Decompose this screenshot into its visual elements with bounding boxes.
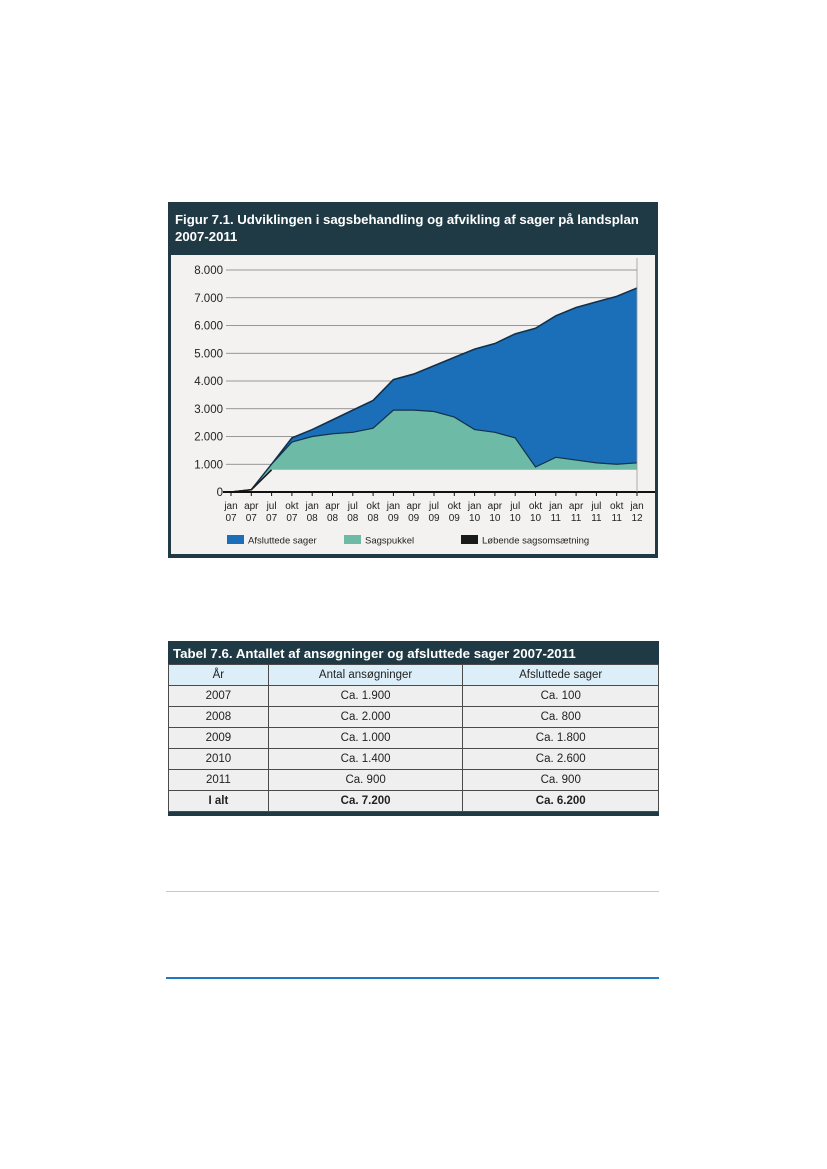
table-row <box>169 707 659 728</box>
y-tick-label: 0 <box>216 487 223 499</box>
table-row <box>169 770 659 791</box>
y-tick-label: 7.000 <box>194 292 223 305</box>
header-year: År <box>169 665 269 686</box>
x-tick-label: jan <box>467 501 482 512</box>
cell-total-label: I alt <box>169 791 269 812</box>
cell-applications: Ca. 1.400 <box>268 749 463 770</box>
x-tick-label: 07 <box>225 513 237 524</box>
y-tick-label: 8.000 <box>194 265 223 277</box>
data-table <box>168 664 659 812</box>
legend-label: Sagspukkel <box>365 535 415 547</box>
x-tick-label: okt <box>610 501 624 512</box>
x-tick-label: 09 <box>408 513 420 524</box>
table-title: Tabel 7.6. Antallet af ansøgninger og afsluttede sager 2007-2011 <box>168 641 659 664</box>
series-area-lobende-sagsomsaetning <box>231 470 637 492</box>
x-tick-label: apr <box>244 501 259 512</box>
x-tick-label: jan <box>224 501 238 512</box>
cell-applications: Ca. 1.000 <box>268 728 463 749</box>
table-panel <box>168 641 659 816</box>
footer-rule <box>166 977 659 979</box>
cell-applications: Ca. 900 <box>268 770 463 791</box>
cell-closed-cases: Ca. 900 <box>463 770 659 791</box>
cell-closed-cases: Ca. 100 <box>463 686 659 707</box>
y-tick-label: 6.000 <box>194 320 223 333</box>
cell-applications: Ca. 2.000 <box>268 707 463 728</box>
x-tick-label: jul <box>266 501 277 512</box>
x-tick-label: jan <box>305 501 319 512</box>
legend-swatch <box>227 535 244 544</box>
x-tick-label: 10 <box>469 513 481 524</box>
x-tick-label: jan <box>549 501 563 512</box>
x-tick-label: apr <box>568 501 584 512</box>
y-tick-label: 3.000 <box>194 403 223 416</box>
x-tick-label: 08 <box>367 513 379 524</box>
cell-closed-cases: Ca. 1.800 <box>463 728 659 749</box>
x-tick-label: 08 <box>306 513 318 524</box>
x-tick-label: jan <box>386 501 401 512</box>
cell-closed-cases: Ca. 2.600 <box>463 749 659 770</box>
x-tick-label: 07 <box>286 513 298 524</box>
legend-label: Afsluttede sager <box>248 535 317 547</box>
x-tick-label: apr <box>325 501 340 512</box>
cell-total-applications: Ca. 7.200 <box>268 791 463 812</box>
x-tick-label: 12 <box>631 513 643 524</box>
y-tick-label: 1.000 <box>194 459 223 472</box>
x-tick-label: okt <box>528 501 543 512</box>
x-tick-label: jan <box>630 501 644 512</box>
table-header-row <box>169 665 659 686</box>
x-tick-label: 11 <box>570 513 582 524</box>
cell-year: 2010 <box>169 749 269 770</box>
x-tick-label: 09 <box>387 513 399 524</box>
table-row <box>169 749 659 770</box>
x-tick-label: apr <box>406 501 421 512</box>
x-tick-label: jul <box>428 501 440 512</box>
table-total-row <box>169 791 659 812</box>
x-tick-label: 11 <box>611 513 622 524</box>
cell-closed-cases: Ca. 800 <box>463 707 659 728</box>
table-footer-bar <box>168 812 659 816</box>
figure-title: Figur 7.1. Udviklingen i sagsbehandling og afvikling af sager på landsplan 2007-2011 <box>175 212 639 244</box>
figure-panel <box>168 202 658 558</box>
x-tick-label: jul <box>510 501 521 512</box>
x-tick-label: okt <box>366 501 380 512</box>
cell-year: 2009 <box>169 728 269 749</box>
area-chart <box>171 255 655 554</box>
x-tick-label: okt <box>285 501 299 512</box>
x-tick-label: 07 <box>266 513 278 524</box>
header-closed-cases: Afsluttede sager <box>463 665 659 686</box>
legend-swatch <box>461 535 478 544</box>
table-row <box>169 686 659 707</box>
cell-year: 2011 <box>169 770 269 791</box>
legend-swatch <box>344 535 361 544</box>
y-tick-label: 4.000 <box>194 376 223 388</box>
cell-applications: Ca. 1.900 <box>268 686 463 707</box>
x-tick-label: 07 <box>245 513 257 524</box>
x-tick-label: 10 <box>489 513 501 524</box>
x-tick-label: 10 <box>509 513 521 524</box>
cell-year: 2008 <box>169 707 269 728</box>
table-row <box>169 728 659 749</box>
x-tick-label: okt <box>447 501 461 512</box>
header-applications: Antal ansøgninger <box>268 665 463 686</box>
y-tick-label: 2.000 <box>194 431 223 444</box>
x-tick-label: jul <box>347 501 358 512</box>
x-tick-label: 10 <box>529 513 542 524</box>
cell-year: 2007 <box>169 686 269 707</box>
x-tick-label: 09 <box>428 513 440 524</box>
legend-label: Løbende sagsomsætning <box>482 535 590 547</box>
x-tick-label: apr <box>487 501 503 512</box>
y-tick-label: 5.000 <box>194 348 223 361</box>
x-tick-label: 11 <box>591 513 602 524</box>
x-tick-label: jul <box>591 501 602 512</box>
x-tick-label: 11 <box>550 513 561 524</box>
divider-line <box>166 891 659 892</box>
x-tick-label: 08 <box>347 513 359 524</box>
chart-area <box>171 255 655 554</box>
x-tick-label: 08 <box>326 513 339 524</box>
cell-total-closed-cases: Ca. 6.200 <box>463 791 659 812</box>
x-tick-label: 09 <box>448 513 460 524</box>
